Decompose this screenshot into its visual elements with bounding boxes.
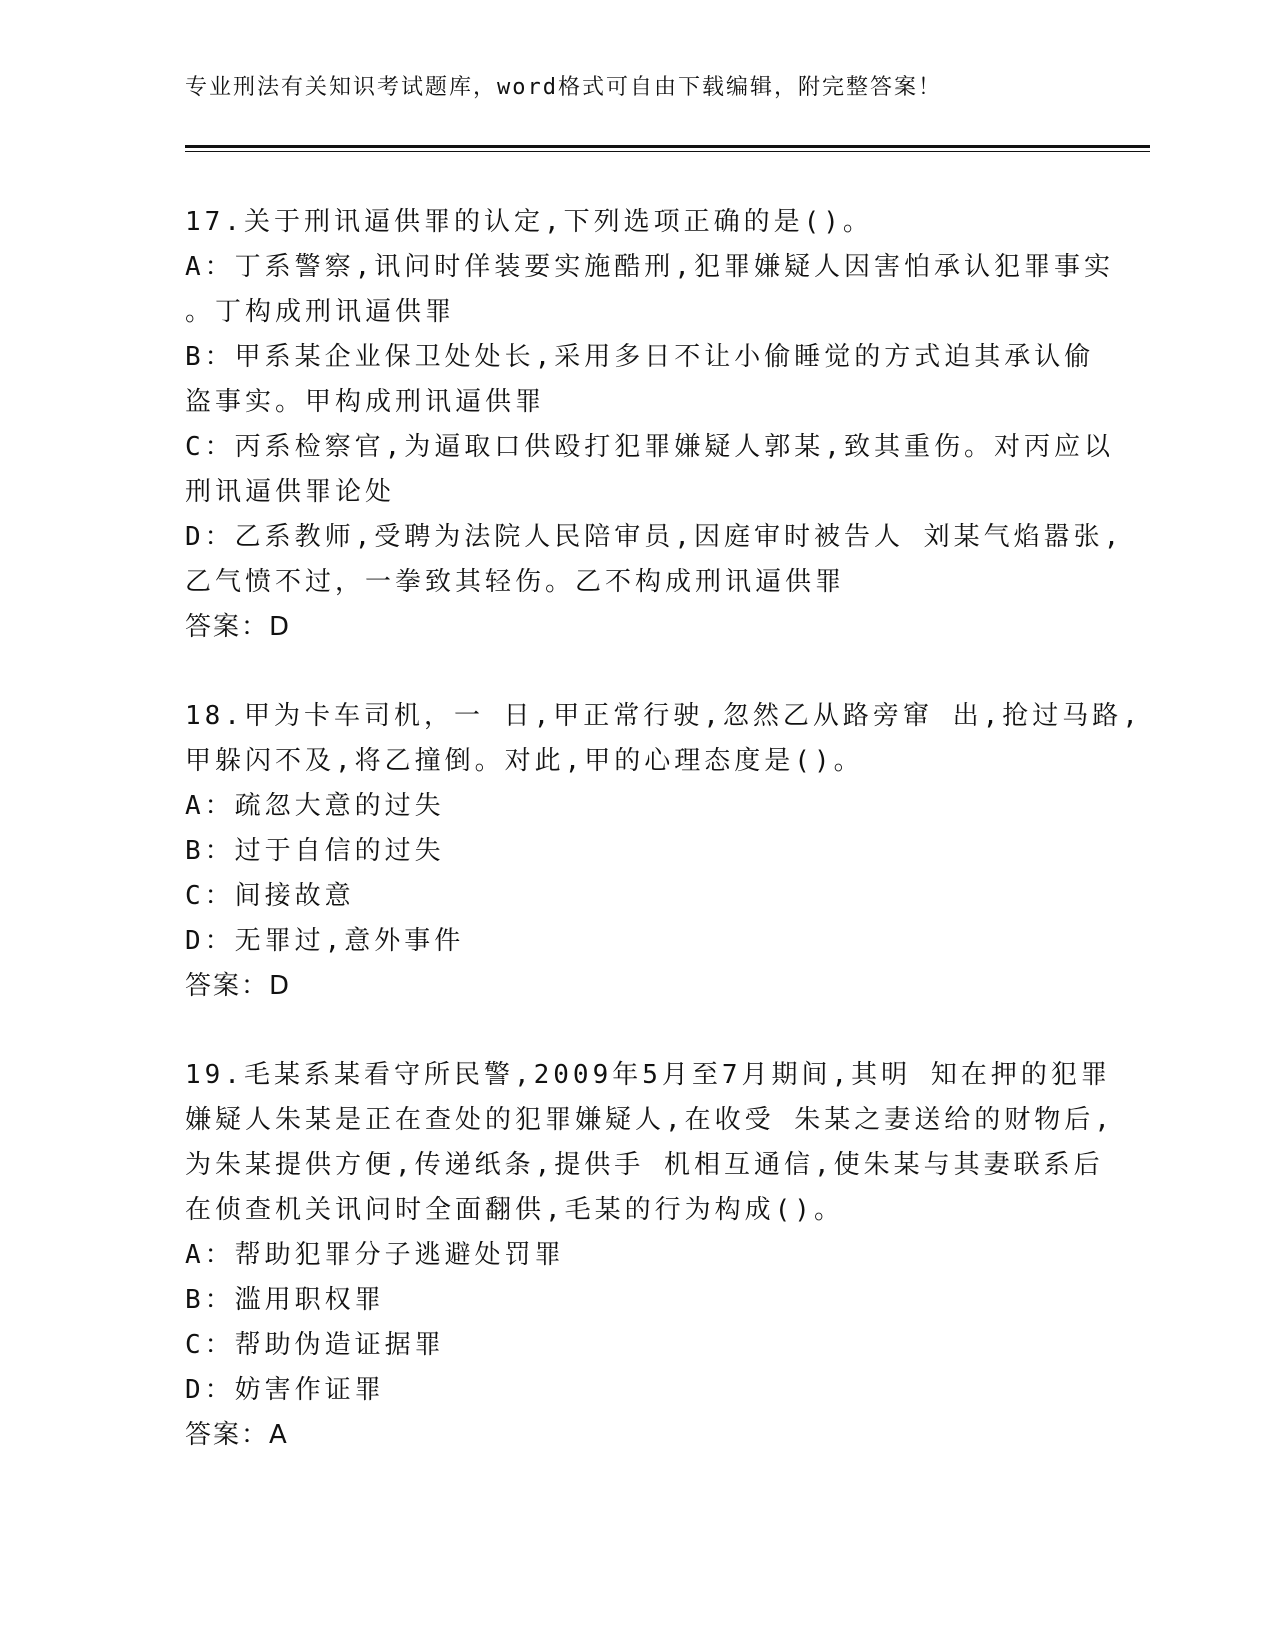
question-stem: 18.甲为卡车司机，一 日,甲正常行驶,忽然乙从路旁窜 出,抢过马路,: [185, 701, 1142, 731]
option-a: A：疏忽大意的过失: [185, 791, 445, 821]
question-19: [185, 1053, 1114, 1458]
question-stem: 17.关于刑讯逼供罪的认定,下列选项正确的是()。: [185, 207, 873, 237]
question-stem-cont: 在侦查机关讯问时全面翻供,毛某的行为构成()。: [185, 1195, 844, 1225]
option-b: B：滥用职权罪: [185, 1285, 385, 1315]
option-c-cont: 刑讯逼供罪论处: [185, 477, 396, 507]
option-d-cont: 乙气愤不过，一拳致其轻伤。乙不构成刑讯逼供罪: [185, 567, 846, 597]
question-stem-cont: 甲躲闪不及,将乙撞倒。对此,甲的心理态度是()。: [185, 746, 864, 776]
answer-label: 答案：D: [185, 612, 292, 642]
option-c: C：丙系检察官,为逼取口供殴打犯罪嫌疑人郭某,致其重伤。对丙应以: [185, 432, 1114, 462]
answer-label: 答案：A: [185, 1420, 289, 1450]
option-b: B：过于自信的过失: [185, 836, 445, 866]
header-rule-thin: [185, 151, 1150, 152]
option-d: D：妨害作证罪: [185, 1375, 385, 1405]
document-header: 专业刑法有关知识考试题库，word格式可自由下载编辑，附完整答案！: [185, 75, 942, 100]
option-c: C：帮助伪造证据罪: [185, 1330, 445, 1360]
answer-label: 答案：D: [185, 971, 292, 1001]
option-c: C：间接故意: [185, 881, 355, 911]
option-a-cont: 。丁构成刑讯逼供罪: [185, 297, 456, 327]
option-d: D：无罪过,意外事件: [185, 926, 465, 956]
question-stem: 19.毛某系某看守所民警,2009年5月至7月期间,其明 知在押的犯罪: [185, 1060, 1111, 1090]
option-a: A：帮助犯罪分子逃避处罚罪: [185, 1240, 565, 1270]
question-stem-cont: 嫌疑人朱某是正在查处的犯罪嫌疑人,在收受 朱某之妻送给的财物后,: [185, 1105, 1114, 1135]
question-17: [185, 200, 1124, 650]
option-d: D：乙系教师,受聘为法院人民陪审员,因庭审时被告人 刘某气焰嚣张,: [185, 522, 1124, 552]
question-stem-cont: 为朱某提供方便,传递纸条,提供手 机相互通信,使朱某与其妻联系后: [185, 1150, 1104, 1180]
header-rule-thick: [185, 145, 1150, 148]
option-a: A：丁系警察,讯问时佯装要实施酷刑,犯罪嫌疑人因害怕承认犯罪事实: [185, 252, 1114, 282]
option-b-cont: 盗事实。甲构成刑讯逼供罪: [185, 387, 546, 417]
question-18: [185, 694, 1142, 1009]
question-list: [185, 200, 1142, 1502]
option-b: B：甲系某企业保卫处处长,采用多日不让小偷睡觉的方式迫其承认偷: [185, 342, 1095, 372]
